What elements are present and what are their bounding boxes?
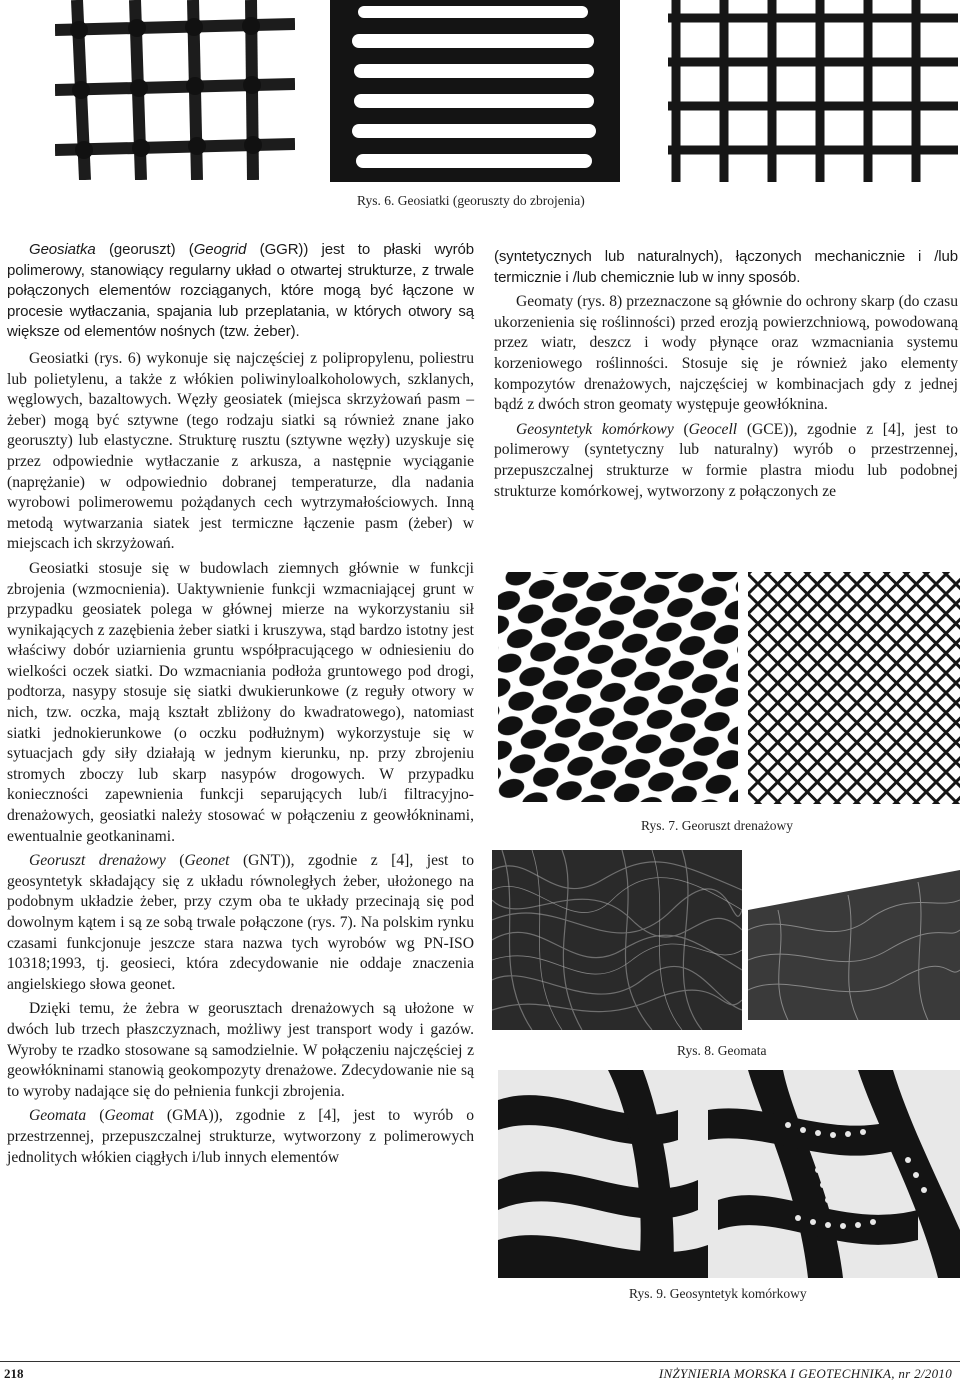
paragraph-geosyntetyk-komorkowy xyxy=(494,420,958,502)
term-geomata: Geomata xyxy=(29,1107,87,1125)
left-text-column xyxy=(7,240,474,1172)
paragraph-georuszt-drenazowy xyxy=(7,851,474,995)
uniaxial-geogrid-image xyxy=(330,0,620,182)
text-fragment: (georuszt) ( xyxy=(95,241,194,258)
journal-title: INŻYNIERIA MORSKA I GEOTECHNIKA, nr 2/2010 xyxy=(658,1366,952,1381)
text-fragment: (GCE)), zgodnie z [4], jest to polimerowy (syntetyczny lub naturalny) wyrób o przestrzennej, przepuszczalnej strukturze w formie plastra miodu lub podobnej strukturze komórkowej, wytworzony z połączonych ze xyxy=(494,420,958,500)
text-fragment: (GMA)), zgodnie z [4], jest to wyrób o przestrzennej, przepuszczalnej strukturze, wytworzony z polimerowych jednolitych włókien ciągłych i/lub innych elementów xyxy=(7,1107,475,1166)
figure-6-photo-uniaxial-grid xyxy=(330,0,620,182)
figure-7-caption: Rys. 7. Georuszt drenażowy xyxy=(641,818,794,833)
geocell-image xyxy=(498,1070,960,1278)
figure-8-photo-mat-right xyxy=(748,870,960,1020)
figure-6-photo-woven-grid xyxy=(668,0,958,182)
woven-geogrid-image xyxy=(668,0,958,182)
geomat-fibers-image xyxy=(492,850,742,1030)
text-fragment: ( xyxy=(165,852,185,870)
term-georuszt-drenazowy: Georuszt drenażowy xyxy=(29,852,166,870)
geonet-hex-image xyxy=(498,572,738,802)
term-geonet: Geonet xyxy=(184,852,230,870)
biaxial-geogrid-image xyxy=(55,0,295,180)
text-fragment: ( xyxy=(673,420,689,438)
figure-7-photo-hex-net xyxy=(498,572,738,802)
term-geosiatka: Geosiatka xyxy=(29,241,96,258)
figure-7-photo-diamond-net xyxy=(748,572,960,804)
text-fragment: ( xyxy=(86,1107,105,1125)
figure-9-photo-geocell xyxy=(498,1070,960,1278)
figure-8-caption: Rys. 8. Geomata xyxy=(677,1043,767,1058)
footer-divider xyxy=(0,1361,960,1362)
paragraph-geomata-continuation: (syntetycznych lub naturalnych), łączonych mechanicznie i /lub termicznie i /lub chemicznie lub w inny sposób. xyxy=(494,248,958,286)
figure-9-caption: Rys. 9. Geosyntetyk komórkowy xyxy=(629,1286,807,1301)
right-text-column xyxy=(494,247,958,506)
paragraph-geosiatki-materials: Geosiatki (rys. 6) wykonuje się najczęściej z polipropylenu, poliestru lub polietylenu, a także z włókien poliwinyloalkoholowych, szklanych, węglowych, bazaltowych. Węzły geosiatek (miejsca skrzyżowań pasm – żeber) mogą być sztywne (tego rodzaju siatki są również znane jako georuszty) lub elastyczne. Strukturę rusztu (sztywne węzły) uzyskuje się przez odpowiednie wytłaczanie z arkusza, a następnie wyciąganie (naprężanie) w odpowiednio dobranej temperaturze, dla nadania wyrobowi polimerowemu pożądanych cech wytrzymałościowych. Inną metodą wytwarzania siatek jest termiczne łączenie pasm (żeber) w miejscach ich skrzyżowań. xyxy=(7,349,474,553)
paragraph-geomata-definition xyxy=(7,1106,474,1168)
figure-6-photo-biaxial-grid xyxy=(55,0,295,180)
paragraph-geosiatka-definition xyxy=(7,240,474,343)
page-number: 218 xyxy=(4,1366,24,1381)
term-geomat: Geomat xyxy=(104,1107,154,1125)
paragraph-geomaty-usage: Geomaty (rys. 8) przeznaczone są głównie do ochrony skarp (do czasu ukorzenienia się roślinności) przed erozją powierzchniową, powodowaną przez wiatr, deszcz i wody płynące oraz wzmacniania systemu korzeniowego roślinności. Stosuje się je również jako elementy kompozytów drenażowych, najczęściej w kombinacjach gdy z jednej bądź z dwóch stron geomaty występuje geowłóknina. xyxy=(494,293,958,414)
figure-6-caption: Rys. 6. Geosiatki (georuszty do zbrojenia) xyxy=(357,193,585,208)
text-fragment: (GNT)), zgodnie z [4], jest to geosyntetyk składający się z układu równoległych żeber, ułożonego na podobnym układzie żeber, przy czym oba te układy przecinają się pod dowolnym kątem i są ze sobą trwale połączone (rys. 7). Na polskim rynku czasami funkcjonuje jeszcze stara nazwa tych wyrobów wg PN-ISO 10318;1993, tj. geosieci, która zdecydowanie nie oddaje znaczenia angielskiego słowa geonet. xyxy=(7,852,474,993)
paragraph-drainage-transport: Dzięki temu, że żebra w georusztach drenażowych są ułożone w dwóch lub trzech płaszczyznach, możliwy jest transport wody i gazów. Wyroby te rzadko stosowane są samodzielnie. W połączeniu najczęściej z geowłókninami stanowią geokompozyty drenażowe. Zdecydowanie nie są to wyroby nadające się do pełnienia funkcji zbrojenia. xyxy=(7,1000,474,1100)
term-geocell: Geocell xyxy=(688,420,738,438)
geomat-3d-image xyxy=(748,870,960,1020)
text-fragment: (GGR)) jest to płaski wyrób polimerowy, stanowiący regularny układ o otwartej strukturze, z trwale połączonych elementów rozciąganych, które mogą być łączone w procesie wytłaczania, spajania lub przeplatania, w których otwory są większe od elementów nośnych (tzw. żeber). xyxy=(7,241,474,341)
figure-8-photo-mat-left xyxy=(492,850,742,1030)
geonet-diamond-image xyxy=(748,572,960,804)
paragraph-geosiatki-applications: Geosiatki stosuje się w budowlach ziemnych głównie w funkcji zbrojenia (wzmocnienia). Uaktywnienie funkcji wzmacniającej grunt w przypadku geosiatek polega w głównej mierze na wykorzystaniu sił wynikających z zazębienia żeber siatki i kruszywa, stąd bardzo istotny jest właściwy dobór uziarnienia gruntu współpracującego w odniesieniu do wielkości oczek siatki. Do wzmacniania podłoża gruntowego pod drogi, podtorza, nasypy stosuje się siatki dwukierunkowe (z reguły otwory w nich, tzw. oczka, mają kształt zbliżony do kwadratowego), natomiast siatki jednokierunkowe (o oczku podłużnym) wykorzystuje się w sytuacjach gdy siły działają w jednym kierunku, np. przy zbrojeniu stromych zboczy lub skarp nasypów drogowych. W przypadku konieczności zapewnienia funkcji separujących lub/i filtracyjno-drenażowych, geosiatki należy stosować w połączeniu z geowłókninami, ewentualnie geotkaninami. xyxy=(7,559,474,845)
term-geogrid: Geogrid xyxy=(193,241,247,258)
term-geosyntetyk-komorkowy: Geosyntetyk komórkowy xyxy=(516,420,674,438)
